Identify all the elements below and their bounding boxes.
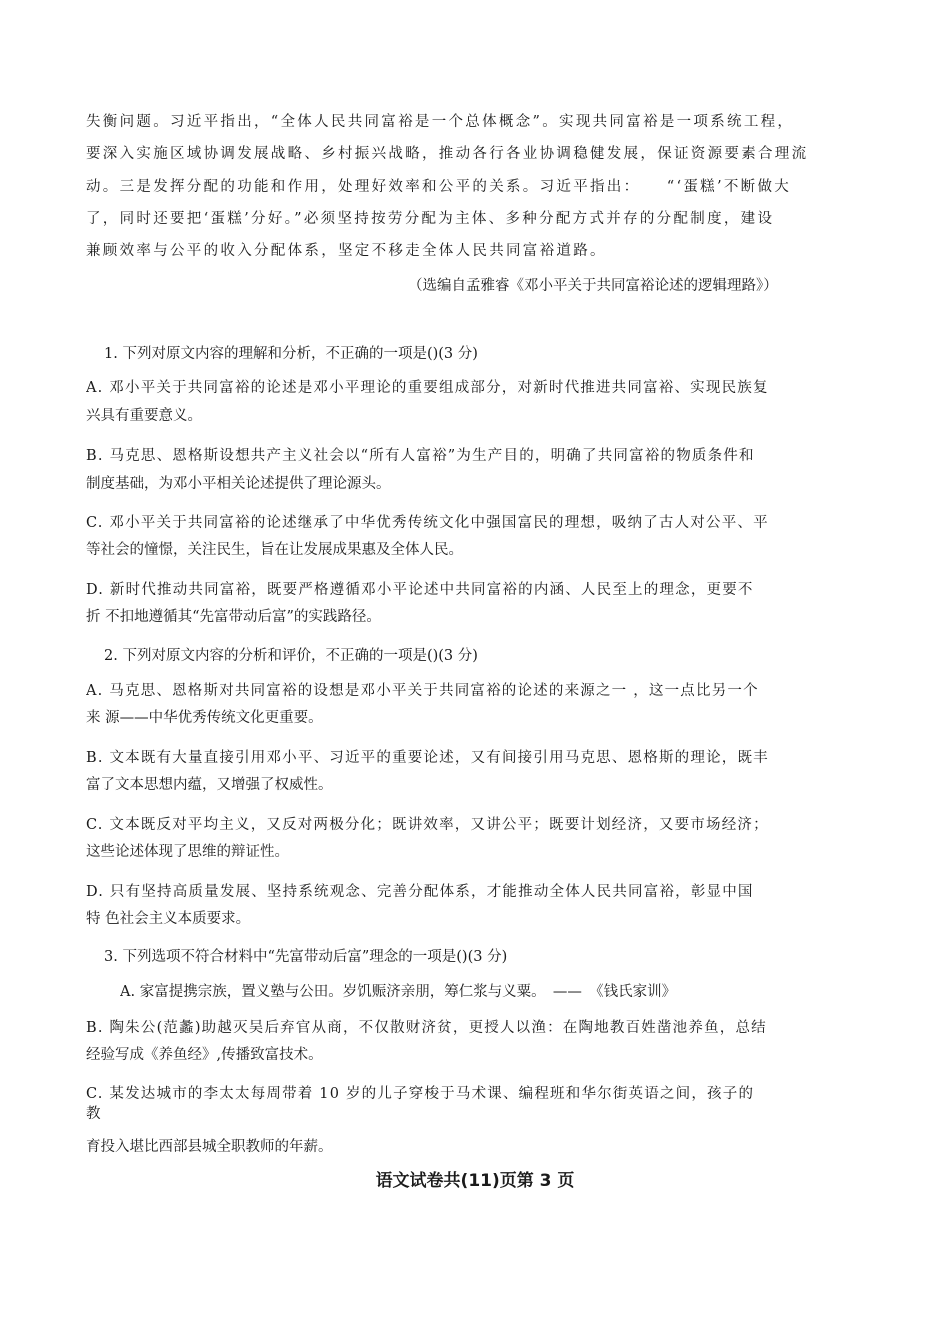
- question-stem: 2. 下列对原文内容的分析和评价，不正确的一项是()(3 分): [104, 648, 478, 664]
- option-line: 教: [86, 1106, 101, 1122]
- option-line: 折 不扣地遵循其“先富带动后富”的实践路径。: [86, 609, 381, 625]
- option-line: 兴具有重要意义。: [86, 408, 202, 424]
- option-line: B. 文本既有大量直接引用邓小平、习近平的重要论述，又有间接引用马克思、恩格斯的理论，既丰: [86, 750, 769, 766]
- option-line: B. 马克思、恩格斯设想共产主义社会以“所有人富裕”为生产目的，明确了共同富裕的物质条件和: [86, 448, 755, 464]
- question-stem: 1. 下列对原文内容的理解和分析，不正确的一项是()(3 分): [104, 346, 478, 362]
- option-line: 制度基础，为邓小平相关论述提供了理论源头。: [86, 476, 391, 492]
- passage-source: （选编自孟雅睿《邓小平关于共同富裕论述的逻辑理路》）: [408, 278, 778, 294]
- passage-line: 失衡问题。习近平指出，“全体人民共同富裕是一个总体概念”。实现共同富裕是一项系统工程，: [86, 114, 795, 130]
- option-line: 等社会的憧憬，关注民生，旨在让发展成果惠及全体人民。: [86, 542, 463, 558]
- option-line: 育投入堪比西部县城全职教师的年薪。: [86, 1139, 333, 1155]
- option-line: D. 新时代推动共同富裕，既要严格遵循邓小平论述中共同富裕的内涵、人民至上的理念，更要不: [86, 582, 754, 598]
- option-line: A. 邓小平关于共同富裕的论述是邓小平理论的重要组成部分，对新时代推进共同富裕、实现民族复: [86, 380, 769, 396]
- option-line: A. 家富提携宗族，置义塾与公田。岁饥赈济亲朋，筹仁浆与义粟。 —— 《钱氏家训》: [120, 984, 677, 1000]
- option-line: C. 文本既反对平均主义，又反对两极分化；既讲效率，又讲公平；既要计划经济，又要市场经济；: [86, 817, 769, 833]
- passage-line: 了，同时还要把‘蛋糕’分好。”必须坚持按劳分配为主体、多种分配方式并存的分配制度，建设: [86, 211, 775, 227]
- option-line: A. 马克思、恩格斯对共同富裕的设想是邓小平关于共同富裕的论述的来源之一 ，这一点比另一个: [86, 683, 759, 699]
- question-stem: 3. 下列选项不符合材料中“先富带动后富”理念的一项是()(3 分): [104, 949, 508, 965]
- option-line: B. 陶朱公(范蠡)助越灭吴后弃官从商，不仅散财济贫，更授人以渔：在陶地教百姓凿池养鱼，总结: [86, 1020, 767, 1036]
- option-line: C. 邓小平关于共同富裕的论述继承了中华优秀传统文化中强国富民的理想，吸纳了古人对公平、平: [86, 515, 769, 531]
- option-line: C. 某发达城市的李太太每周带着 10 岁的儿子穿梭于马术课、编程班和华尔街英语之间，孩子的: [86, 1086, 755, 1102]
- option-line: 这些论述体现了思维的辩证性。: [86, 844, 289, 860]
- passage-line: 要深入实施区域协调发展战略、乡村振兴战略，推动各行各业协调稳健发展，保证资源要素合理流: [86, 146, 809, 162]
- option-line: 富了文本思想内蕴，又增强了权威性。: [86, 777, 333, 793]
- option-line: 经验写成《养鱼经》,传播致富技术。: [86, 1047, 323, 1063]
- option-line: D. 只有坚持高质量发展、坚持系统观念、完善分配体系，才能推动全体人民共同富裕，彰显中国: [86, 884, 754, 900]
- option-line: 来 源——中华优秀传统文化更重要。: [86, 710, 323, 726]
- passage-line: 兼顾效率与公平的收入分配体系，坚定不移走全体人民共同富裕道路。: [86, 243, 607, 259]
- page-footer: 语文试卷共(11)页第 3 页: [375, 1171, 575, 1191]
- passage-line: 动。三是发挥分配的功能和作用，处理好效率和公平的关系。习近平指出： “‘蛋糕’不断做大: [86, 179, 792, 195]
- option-line: 特 色社会主义本质要求。: [86, 911, 251, 927]
